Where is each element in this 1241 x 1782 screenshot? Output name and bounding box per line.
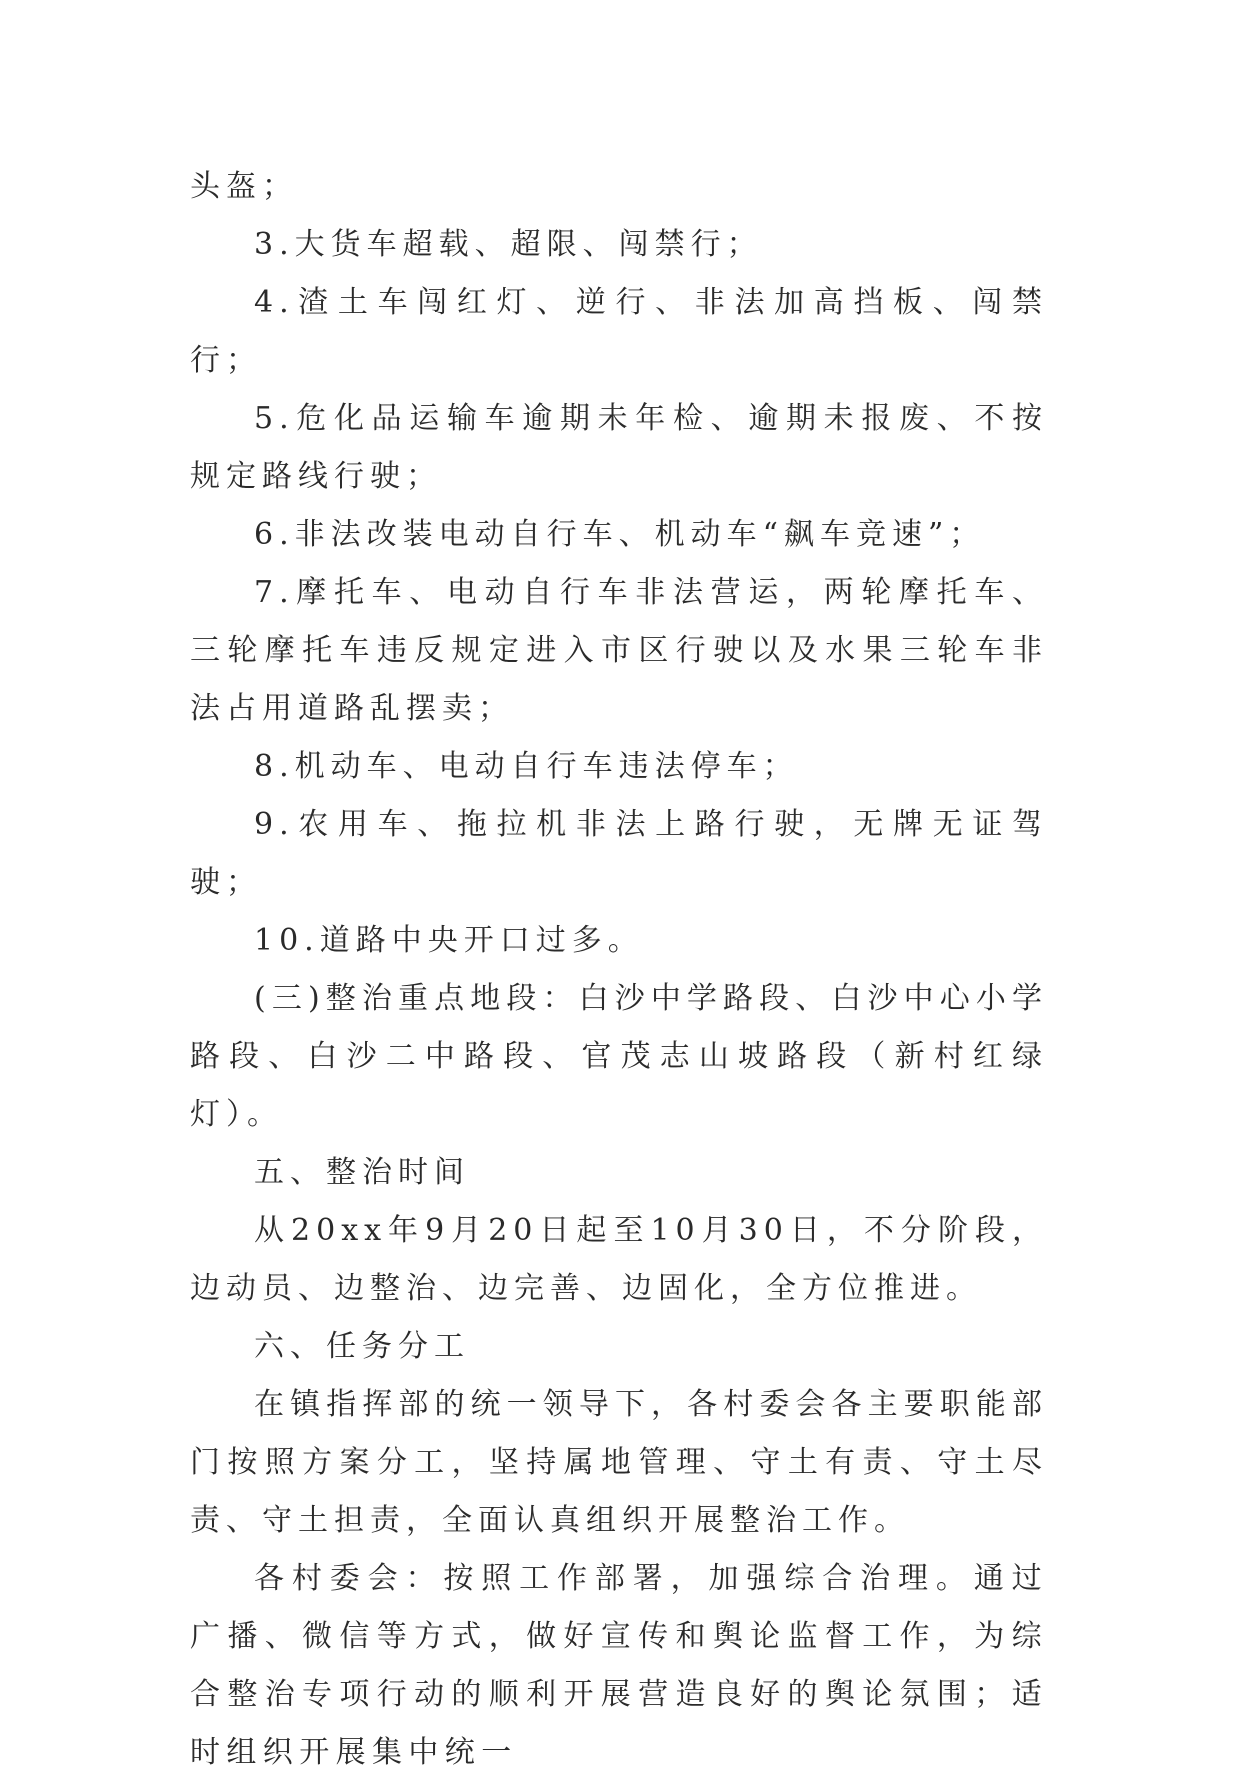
village-committee-paragraph: 各村委会：按照工作部署，加强综合治理。通过广播、微信等方式，做好宣传和舆论监督工作，为综合整治专项行动的顺利开展营造良好的舆论氛围；适时组织开展集中统一 [190, 1561, 1048, 1770]
section-heading-schedule: 五、整治时间 [254, 1155, 470, 1190]
schedule-paragraph: 从20xx年9月20日起至10月30日，不分阶段，边动员、边整治、边完善、边固化，全方位推进。 [190, 1213, 1048, 1306]
key-road-sections: (三)整治重点地段：白沙中学路段、白沙中心小学路段、白沙二中路段、官茂志山坡路段（新村红绿灯）。 [190, 981, 1048, 1132]
list-item-4: 4.渣土车闯红灯、逆行、非法加高挡板、闯禁行； [190, 285, 1048, 378]
list-item-10: 10.道路中央开口过多。 [254, 923, 644, 958]
list-item-3: 3.大货车超载、超限、闯禁行； [254, 227, 763, 262]
list-item-5: 5.危化品运输车逾期未年检、逾期未报废、不按规定路线行驶； [190, 401, 1048, 494]
list-item-7: 7.摩托车、电动自行车非法营运，两轮摩托车、三轮摩托车违反规定进入市区行驶以及水果三轮车非法占用道路乱摆卖； [190, 575, 1048, 726]
list-item-9: 9.农用车、拖拉机非法上路行驶，无牌无证驾驶； [190, 807, 1048, 900]
list-item-8: 8.机动车、电动自行车违法停车； [254, 749, 799, 784]
list-item-6: 6.非法改装电动自行车、机动车“飙车竞速”； [254, 517, 986, 552]
task-division-paragraph: 在镇指挥部的统一领导下，各村委会各主要职能部门按照方案分工，坚持属地管理、守土有责、守土尽责、守土担责，全面认真组织开展整治工作。 [190, 1387, 1048, 1538]
paragraph-helmet-continuation: 头盔； [190, 169, 298, 204]
section-heading-task-division: 六、任务分工 [254, 1329, 470, 1364]
document-body [190, 158, 1048, 1782]
